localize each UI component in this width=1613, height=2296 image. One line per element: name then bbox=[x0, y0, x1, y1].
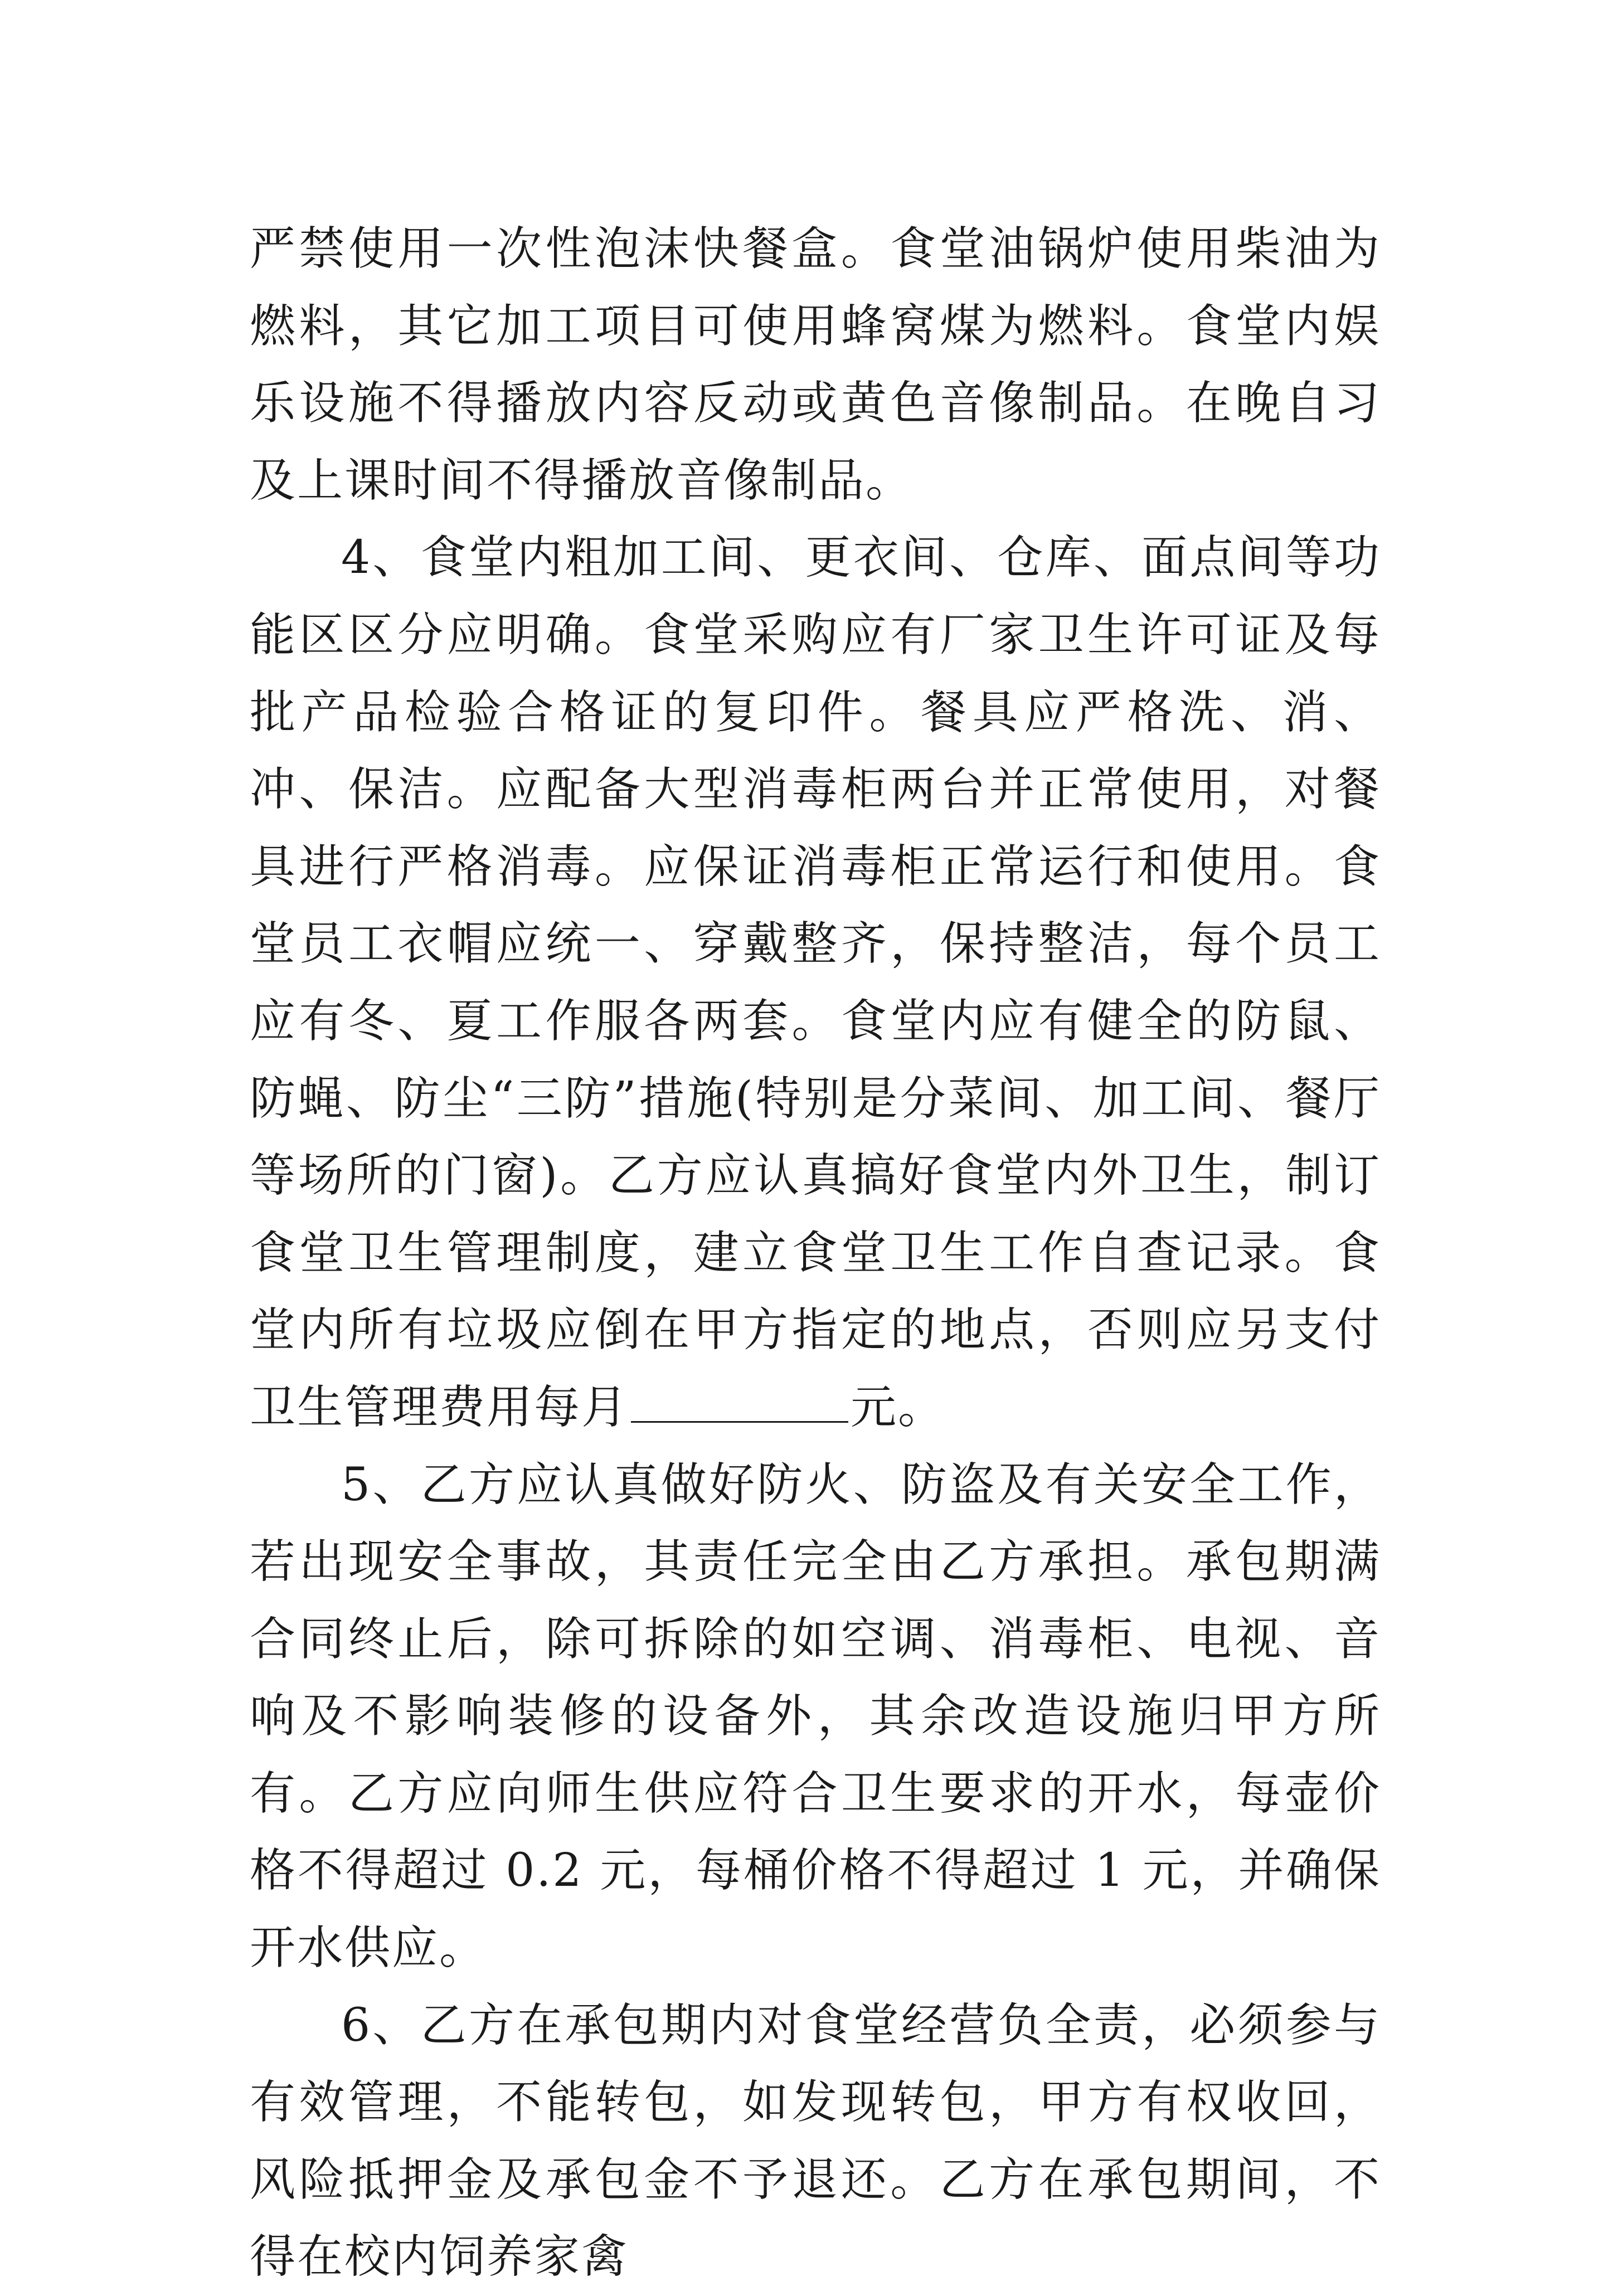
paragraph-item-4-suffix: 元。 bbox=[851, 1380, 946, 1434]
paragraph-item-5: 5、乙方应认真做好防火、防盗及有关安全工作，若出现安全事故，其责任完全由乙方承担。承包期满合同终止后，除可拆除的如空调、消毒柜、电视、音响及不影响装修的设备外，其余改造设施归甲方所有。乙方应向师生供应符合卫生要求的开水，每壶价格不得超过 0.2 元，每桶价格不得超过 1 元，并确保开水供应。 bbox=[250, 1458, 1381, 1975]
paragraph-item-6: 6、乙方在承包期内对食堂经营负全责，必须参与有效管理，不能转包，如发现转包，甲方有权收回，风险抵押金及承包金不予退还。乙方在承包期间，不得在校内饲养家禽 bbox=[250, 1998, 1381, 2284]
paragraph-continued: 严禁使用一次性泡沫快餐盒。食堂油锅炉使用柴油为燃料，其它加工项目可使用蜂窝煤为燃料。食堂内娱乐设施不得播放内容反动或黄色音像制品。在晚自习及上课时间不得播放音像制品。 bbox=[250, 222, 1381, 507]
paragraph-item-4-text: 4、食堂内粗加工间、更衣间、仓库、面点间等功能区区分应明确。食堂采购应有厂家卫生许可证及每批产品检验合格证的复印件。餐具应严格洗、消、冲、保洁。应配备大型消毒柜两台并正常使用，对餐具进行严格消毒。应保证消毒柜正常运行和使用。食堂员工衣帽应统一、穿戴整齐，保持整洁，每个员工应有冬、夏工作服各两套。食堂内应有健全的防鼠、防蝇、防尘“三防”措施(特别是分菜间、加工间、餐厅等场所的门窗)。乙方应认真搞好食堂内外卫生，制订食堂卫生管理制度，建立食堂卫生工作自查记录。食堂内所有垃圾应倒在甲方指定的地点，否则应另支付卫生管理费用每月 bbox=[250, 531, 1381, 1434]
paragraph-item-4 bbox=[250, 519, 1381, 1446]
document-body bbox=[250, 211, 1381, 2296]
fill-in-blank bbox=[631, 1382, 848, 1423]
